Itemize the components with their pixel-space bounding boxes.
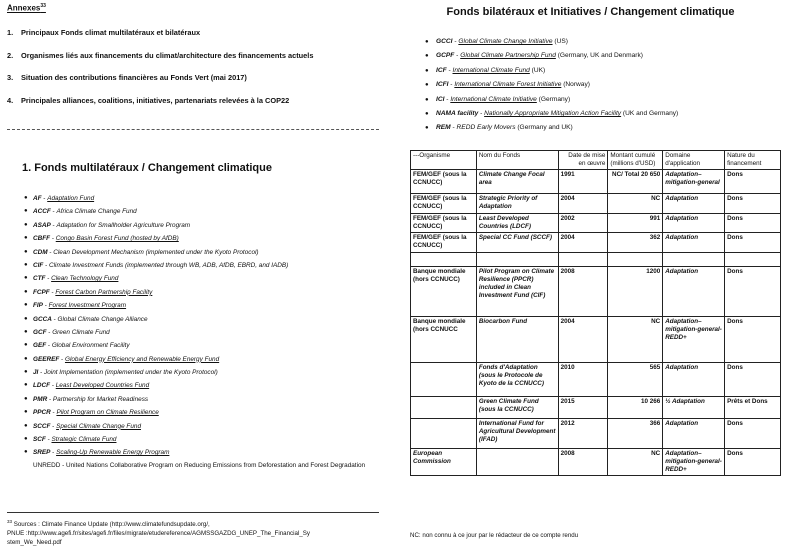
bullet-icon: ● <box>425 82 429 89</box>
table-cell: Adaptation <box>663 233 725 253</box>
bullet-icon: ● <box>24 315 28 322</box>
table-cell <box>411 397 477 419</box>
fund-name: Partnership for Market Readiness <box>52 395 149 403</box>
fund-abbr: CTF <box>33 275 46 283</box>
table-row <box>411 267 781 317</box>
fund-link[interactable]: Congo Basin Forest Fund (hosted by AfDB) <box>55 235 179 243</box>
bullet-icon: ● <box>24 275 28 282</box>
table-header-row <box>411 151 781 170</box>
table-cell: Adaptation <box>663 267 725 317</box>
bilateral-abbr: ICF <box>436 66 447 74</box>
table-cell: 1200 <box>608 267 663 317</box>
fund-abbr: CBFF <box>33 235 51 243</box>
table-cell <box>663 253 725 267</box>
table-cell: 2012 <box>558 419 608 449</box>
fund-abbr: CDM <box>33 248 48 256</box>
fund-abbr: FCPF <box>33 288 50 296</box>
bilateral-abbr: GCPF <box>436 52 455 60</box>
fund-item <box>24 219 388 232</box>
table-cell: Least Developed Countries (LDCF) <box>476 214 558 233</box>
bilateral-country: (Norway) <box>561 81 590 89</box>
bilateral-item[interactable] <box>425 35 781 49</box>
table-cell: FEM/GEF (sous la CCNUCC) <box>411 170 477 194</box>
bullet-icon: ● <box>425 110 429 117</box>
bilateral-sep: - <box>450 124 457 132</box>
toc-item-2: 2. Organismes liés aux financements du climat/architecture des financements actuels <box>7 51 314 60</box>
table-cell: FEM/GEF (sous la CCNUCC) <box>411 233 477 253</box>
fund-name: Africa Climate Change Fund <box>56 208 137 216</box>
fund-sep: - <box>59 355 65 363</box>
bilateral-item[interactable] <box>425 64 781 78</box>
fund-item[interactable] <box>24 192 388 205</box>
table-cell: 2008 <box>558 449 608 476</box>
bullet-icon: ● <box>24 221 28 228</box>
fund-item <box>24 326 388 339</box>
fund-abbr: FIP <box>33 302 43 310</box>
bullet-icon: ● <box>24 288 28 295</box>
fund-link[interactable]: Strategic Climate Fund <box>51 436 117 444</box>
table-cell: Prêts et Dons <box>725 397 781 419</box>
toc-item-1: 1. Principaux Fonds climat multilatéraux et bilatéraux <box>7 28 201 37</box>
table-cell: NC <box>608 449 663 476</box>
bullet-icon: ● <box>24 382 28 389</box>
bilateral-link[interactable]: International Climate Initiative <box>450 95 537 103</box>
fund-sep: - <box>45 436 52 444</box>
table-cell <box>476 449 558 476</box>
fund-sep: - <box>46 342 52 350</box>
right-title: Fonds bilatéraux et Initiatives / Changement climatique <box>446 6 735 18</box>
bullet-icon: ● <box>24 395 28 402</box>
bullet-icon: ● <box>24 208 28 215</box>
bullet-icon: ● <box>24 422 28 429</box>
fund-link[interactable]: Scaling-Up Renewable Energy Program <box>56 449 170 457</box>
table-cell: 2010 <box>558 363 608 397</box>
fund-sep: - <box>38 369 45 377</box>
table-cell: Fonds d'Adaptation (sous le Protocole de Kyoto de la CCNUCC) <box>476 363 558 397</box>
fund-sep: - <box>49 288 56 296</box>
fund-name: Clean Development Mechanism (implemented under the Kyoto Protocol) <box>53 248 259 256</box>
fund-sep: - <box>50 449 57 457</box>
fund-abbr: SCF <box>33 436 46 444</box>
bullet-icon: ● <box>24 302 28 309</box>
fund-abbr: GCCA <box>33 315 52 323</box>
table-row <box>411 397 781 419</box>
fund-item[interactable] <box>24 446 388 459</box>
fund-link[interactable]: Forest Investment Program <box>48 302 127 310</box>
bullet-icon: ● <box>425 125 429 132</box>
fund-abbr: PPCR <box>33 409 51 417</box>
fund-link[interactable]: Forest Carbon Partnership Facility <box>55 288 153 296</box>
fund-sep: - <box>50 422 57 430</box>
fund-link[interactable]: Pilot Program on Climate Resilience <box>56 409 159 417</box>
fund-link[interactable]: Clean Technology Fund <box>51 275 119 283</box>
table-row <box>411 170 781 194</box>
bilateral-link[interactable]: International Climate Fund <box>452 66 530 74</box>
fund-item <box>24 205 388 218</box>
fund-abbr: LDCF <box>33 382 51 390</box>
fund-link[interactable]: Adaptation Fund <box>47 195 95 202</box>
nc-note: NC: non connu à ce jour par le rédacteur de ce compte rendu <box>410 532 579 539</box>
table-cell <box>411 419 477 449</box>
table-cell: NC <box>608 317 663 363</box>
table-cell: European Commission <box>411 449 477 476</box>
fund-item[interactable] <box>24 272 388 285</box>
table-header-cell: ---Organisme <box>411 151 477 170</box>
bullet-icon: ● <box>425 39 429 45</box>
bilateral-item <box>425 121 781 135</box>
table-row <box>411 194 781 214</box>
bullet-icon: ● <box>24 195 28 201</box>
table-header-cell: Domaine d'application <box>663 151 725 170</box>
bullet-icon: ● <box>425 96 429 103</box>
bilateral-abbr: ICI <box>436 95 445 103</box>
bullet-icon: ● <box>24 248 28 255</box>
fund-item[interactable] <box>24 286 388 299</box>
bilateral-country: (Germany and UK) <box>515 124 573 132</box>
table-row <box>411 449 781 476</box>
funds-table <box>410 150 781 476</box>
fund-name: Global Environment Facility <box>51 342 130 350</box>
fund-item[interactable] <box>24 232 388 245</box>
fund-item-unredd: UNREDD - United Nations Collaborative Program on Reducing Emissions from Deforestation and Forest Degradation <box>33 461 366 469</box>
table-cell: 10 266 <box>608 397 663 419</box>
table-cell: Green Climate Fund (sous la CCNUCC) <box>476 397 558 419</box>
bilateral-sep: - <box>454 52 461 60</box>
table-cell: 1991 <box>558 170 608 194</box>
table-cell <box>411 363 477 397</box>
toc-item-4: 4. Principales alliances, coalitions, initiatives, partenariats relevées à la COP22 <box>7 96 290 105</box>
bilateral-item[interactable] <box>425 49 781 63</box>
section-title: 1. Fonds multilatéraux / Changement climatique <box>22 162 272 174</box>
bilateral-fund-list <box>425 35 781 136</box>
table-cell: Banque mondiale (hors CCNUCC <box>411 317 477 363</box>
fund-link[interactable]: Least Developed Countries Fund <box>55 382 150 390</box>
table-cell: Dons <box>725 214 781 233</box>
bullet-icon: ● <box>24 342 28 349</box>
fund-item[interactable] <box>24 353 388 366</box>
bullet-icon: ● <box>24 235 28 242</box>
fund-sep: - <box>46 328 53 336</box>
table-cell: 991 <box>608 214 663 233</box>
bullet-icon: ● <box>24 355 28 362</box>
fund-abbr: GEF <box>33 342 47 350</box>
footnote: $^{33}$ Sources : Climate Finance Update (http://www.climatefundsupdate.org/, PNUE :http://www.agefi.fr/sites/agefi.fr/files/migrate/etudereference/AGMSSGAZDG_UNEP_The_Financial_Sy stem_We_Need.pdf <box>7 512 379 547</box>
bilateral-country: (Germany) <box>536 95 571 103</box>
table-cell: Banque mondiale (hors CCNUCC) <box>411 267 477 317</box>
table-cell: Dons <box>725 170 781 194</box>
bullet-icon: ● <box>24 261 28 268</box>
table-cell: Adaptation <box>663 214 725 233</box>
fund-abbr: PMR <box>33 395 48 403</box>
table-cell: ½ Adaptation <box>663 397 725 419</box>
fund-link[interactable]: Special Climate Change Fund <box>56 422 141 430</box>
table-row <box>411 253 781 267</box>
fund-sep: - <box>43 261 49 269</box>
bilateral-abbr: ICFI <box>436 81 449 89</box>
table-cell: 2015 <box>558 397 608 419</box>
table-cell: Climate Change Focal area <box>476 170 558 194</box>
bilateral-sep: - <box>444 95 451 103</box>
fund-name: Climate Investment Funds (implemented through WB, ADB, AfDB, EBRD, and IADB) <box>48 261 289 269</box>
table-cell <box>476 253 558 267</box>
fund-item[interactable] <box>24 420 388 433</box>
fund-abbr: SREP <box>33 449 51 457</box>
bullet-icon: ● <box>24 369 28 376</box>
bullet-icon: ● <box>425 53 429 60</box>
table-cell <box>558 253 608 267</box>
fund-item <box>24 246 388 259</box>
table-cell: Biocarbon Fund <box>476 317 558 363</box>
table-cell: Strategic Priority of Adaptation <box>476 194 558 214</box>
table-header-cell: Date de mise en œuvre <box>558 151 608 170</box>
table-cell: 2004 <box>558 233 608 253</box>
table-cell: International Fund for Agricultural Development (IFAD) <box>476 419 558 449</box>
table-cell: Adaptation <box>663 194 725 214</box>
table-cell: Adaptation <box>663 363 725 397</box>
bilateral-sep: - <box>448 81 455 89</box>
table-cell: Dons <box>725 194 781 214</box>
fund-item <box>24 393 388 406</box>
fund-item <box>24 313 388 326</box>
table-cell: Adaptation <box>663 419 725 449</box>
table-cell: 2002 <box>558 214 608 233</box>
fund-name: Adaptation for Smallholder Agriculture Program <box>56 221 191 229</box>
fund-sep: - <box>50 409 57 417</box>
fund-item[interactable] <box>24 406 388 419</box>
table-row <box>411 233 781 253</box>
fund-sep: - <box>42 302 49 310</box>
table-cell <box>411 253 477 267</box>
fund-item <box>24 366 388 379</box>
table-header-cell: Montant cumulé (millions d'USD) <box>608 151 663 170</box>
table-cell: 2008 <box>558 267 608 317</box>
table-cell: 2004 <box>558 194 608 214</box>
bilateral-sep: - <box>446 66 453 74</box>
bilateral-link[interactable]: Global Climate Partnership Fund <box>460 52 556 60</box>
table-cell: NC <box>608 194 663 214</box>
table-cell: 565 <box>608 363 663 397</box>
table-cell: Dons <box>725 267 781 317</box>
table-row <box>411 214 781 233</box>
bilateral-item[interactable] <box>425 78 781 92</box>
fund-abbr: SCCF <box>33 422 51 430</box>
table-cell: Adaptation–mitigation-general- REDD+ <box>663 449 725 476</box>
fund-sep: - <box>50 382 56 390</box>
bilateral-sep: - <box>452 38 459 45</box>
table-header-cell: Nature du financement <box>725 151 781 170</box>
table-header-cell: Nom du Fonds <box>476 151 558 170</box>
fund-sep: - <box>50 235 56 243</box>
fund-abbr: ACCF <box>33 208 51 216</box>
annexes-heading: Annexes$^{33}$ <box>7 3 46 13</box>
fund-sep: - <box>50 221 57 229</box>
fund-abbr: GEEREF <box>33 355 60 363</box>
bullet-icon: ● <box>425 67 429 74</box>
table-cell <box>608 253 663 267</box>
fund-item[interactable] <box>24 299 388 312</box>
bilateral-item[interactable] <box>425 93 781 107</box>
table-cell: Special CC Fund (SCCF) <box>476 233 558 253</box>
table-cell: 366 <box>608 419 663 449</box>
bilateral-link[interactable]: Global Climate Change Initiative <box>458 38 553 45</box>
fund-abbr: JI <box>33 369 39 377</box>
fund-sep: - <box>47 395 53 403</box>
table-cell: Dons <box>725 233 781 253</box>
bullet-icon: ● <box>24 436 28 443</box>
fund-item[interactable] <box>24 379 388 392</box>
table-row <box>411 317 781 363</box>
bilateral-link[interactable]: Nationally Appropriate Mitigation Action Facility <box>484 109 622 117</box>
fund-abbr: GCF <box>33 328 47 336</box>
fund-sep: - <box>51 315 58 323</box>
fund-sep: - <box>50 208 57 216</box>
bilateral-country: (US) <box>552 38 568 45</box>
table-cell: Pilot Program on Climate Resilience (PPCR) included in Clean Investment Fund (CIF) <box>476 267 558 317</box>
table-row <box>411 419 781 449</box>
right-page <box>394 0 787 557</box>
bilateral-item[interactable] <box>425 107 781 121</box>
table-cell: Dons <box>725 449 781 476</box>
table-cell: FEM/GEF (sous la CCNUCC) <box>411 194 477 214</box>
table-cell: Dons <box>725 317 781 363</box>
multilateral-fund-list <box>24 192 388 472</box>
table-row <box>411 363 781 397</box>
bilateral-abbr: REM <box>436 124 451 132</box>
fund-item <box>24 259 388 272</box>
bilateral-abbr: NAMA facility <box>436 109 479 117</box>
left-page <box>0 0 393 557</box>
fund-name: Global Climate Change Alliance <box>57 315 148 323</box>
bilateral-name: REDD Early Movers <box>456 124 516 132</box>
fund-abbr: ASAP <box>33 221 51 229</box>
bullet-icon: ● <box>24 328 28 335</box>
fund-abbr: CIF <box>33 261 44 269</box>
table-cell: 362 <box>608 233 663 253</box>
table-cell: Dons <box>725 363 781 397</box>
fund-item[interactable] <box>24 433 388 446</box>
fund-sep: - <box>47 248 54 256</box>
fund-link[interactable]: Global Energy Efficiency and Renewable Energy Fund <box>64 355 220 363</box>
bilateral-link[interactable]: International Climate Forest Initiative <box>454 81 562 89</box>
fund-name: Green Climate Fund <box>52 328 110 336</box>
table-cell: Adaptation–mitigation-general <box>663 170 725 194</box>
table-cell: Dons <box>725 419 781 449</box>
bilateral-abbr: GCCI <box>436 38 453 45</box>
fund-sep: - <box>41 195 48 202</box>
fund-item <box>24 339 388 352</box>
bilateral-sep: - <box>478 109 485 117</box>
bullet-icon: ● <box>24 409 28 416</box>
bilateral-country: (UK) <box>529 66 546 74</box>
divider <box>7 129 379 130</box>
table-cell: FEM/GEF (sous la CCNUCC) <box>411 214 477 233</box>
fund-name: Joint Implementation (implemented under the Kyoto Protocol) <box>44 369 218 377</box>
bilateral-country: (UK and Germany) <box>621 109 679 117</box>
table-cell: NC/ Total 20 650 <box>608 170 663 194</box>
table-cell: Adaptation–mitigation-general-REDD+ <box>663 317 725 363</box>
fund-sep: - <box>45 275 52 283</box>
bullet-icon: ● <box>24 449 28 456</box>
table-cell: 2004 <box>558 317 608 363</box>
toc-item-3: 3. Situation des contributions financières au Fonds Vert (mai 2017) <box>7 73 247 82</box>
fund-abbr: AF <box>33 195 42 202</box>
bilateral-country: (Germany, UK and Denmark) <box>555 52 643 60</box>
table-cell <box>725 253 781 267</box>
